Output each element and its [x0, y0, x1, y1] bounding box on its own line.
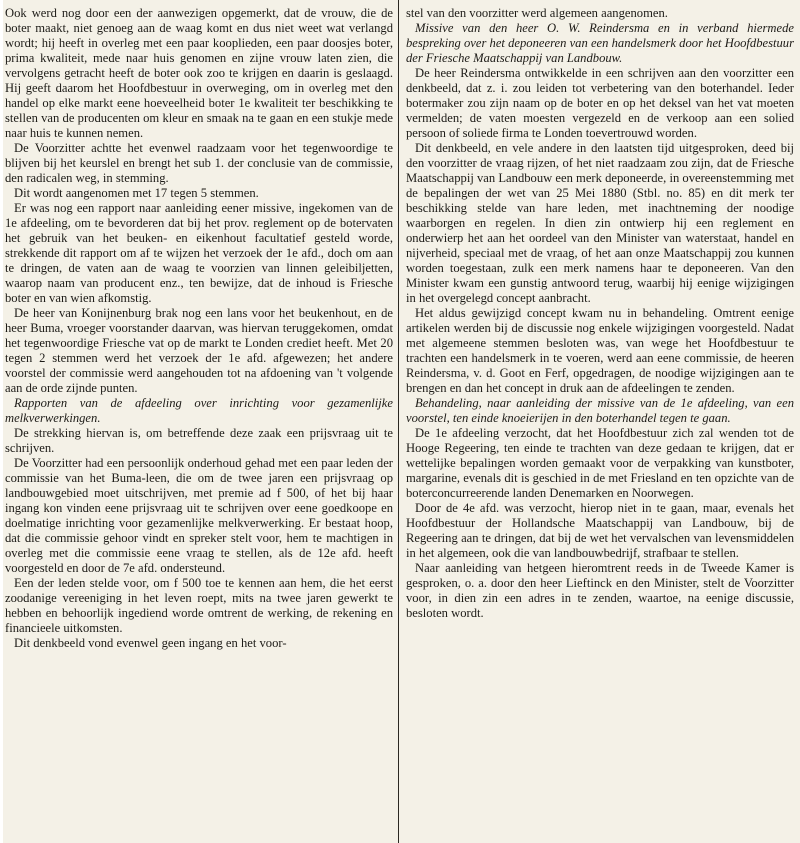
paragraph: Dit denkbeeld vond evenwel geen ingang en het voor- [14, 636, 287, 650]
right-column [406, 6, 794, 838]
paragraph: Naar aanleiding van hetgeen hieromtrent reeds in de Tweede Kamer is gesproken, o. a. door den heer Lieftinck en den Minister, stelt de Voorzitter voor, in dien zin een adres in te zenden, waartoe, na eenige discussie, besloten wordt. [406, 561, 794, 620]
paragraph: De 1e afdeeling verzocht, dat het Hoofdbestuur zich zal wenden tot de Hooge Regeering, ten einde te trachten van deze gedaan te krijgen, dat er wettelijke bepalingen worden gemaakt voor de verpakking van kunstboter, margarine, evenals dit is geschied in de met Friesland en ten opzichte van de boterconcurreerende landen Denemarken en Noorwegen. [406, 426, 794, 500]
left-column [5, 6, 393, 838]
column-divider [398, 0, 399, 843]
section-heading: Missive van den heer O. W. Reindersma en in verband hiermede bespreking over het deponeeren van een handelsmerk door het Hoofdbestuur der Friesche Maatschappij van Landbouw. [406, 21, 794, 65]
section-heading: Behandeling, naar aanleiding der missive van de 1e afdeeling, van een voorstel, ten einde knoeierijen in den boterhandel tegen te gaan. [406, 396, 794, 425]
paragraph: Door de 4e afd. was verzocht, hierop niet in te gaan, maar, evenals het Hoofdbestuur der Hollandsche Maatschappij van Landbouw, bij de Regeering aan te dringen, dat bij de wet het vervalschen van levensmiddelen in het algemeen, ook die van landbouwbedrijf, strafbaar te stellen. [406, 501, 794, 560]
paragraph: Een der leden stelde voor, om f 500 toe te kennen aan hem, die het eerst zoodanige vereeniging in het leven roept, mits na twee jaren gewerkt te hebben en behoorlijk ingediend worde omtrent de werking, de rekening en financieele uitkomsten. [5, 576, 393, 635]
paragraph: De Voorzitter had een persoonlijk onderhoud gehad met een paar leden der commissie van het Buma-leen, die om de twee jaren een prijsvraag op landbouwgebied moet uitschrijven, met premie ad f 500, of het bij haar ingang kon vinden eene prijsvraag uit te schrijven over eene goedkoope en doelmatige inrichting voor gezamenlijke melkverwerking. Er bestaat hoop, dat die commissie gehoor vindt en spreker stelt voor, hem te machtigen in overleg met die commissie eene vraag te stellen, als de 12e afd. heeft voorgesteld en door de 7e afd. ondersteund. [5, 456, 393, 575]
paragraph: stel van den voorzitter werd algemeen aangenomen. [406, 6, 668, 20]
paragraph: De strekking hiervan is, om betreffende deze zaak een prijsvraag uit te schrijven. [5, 426, 393, 455]
paragraph: Er was nog een rapport naar aanleiding eener missive, ingekomen van de 1e afdeeling, om te bevorderen dat bij het prov. reglement op de botervaten het gebruik van het beuken- en eikenhout facultatief gesteld worde, strekkende dit rapport om af te wijzen het verzoek der 1e afd., doch om aan te dringen, de vaten aan de waag te voorzien van linnen geleibiljetten, waarop naam van producent enz., ten bewijze, dat de inhoud is Friesche boter en van wien afkomstig. [5, 201, 393, 305]
paragraph: Ook werd nog door een der aanwezigen opgemerkt, dat de vrouw, die de boter maakt, niet genoeg aan de waag komt en dus niet weet wat verlangd wordt; hij heeft in overleg met een paar kooplieden, een paar doosjes boter, prima kwaliteit, mede naar huis genomen en zijne vrouw laten zien, die vervolgens getracht heeft de boter ook zoo te krijgen en daarin is geslaagd. Hij geeft daarom het Hoofdbestuur in overweging, om in overleg met den handel op elke markt eene hoeveelheid boter 1e kwaliteit ter beschikking te stellen van de producenten om kleur en smaak na te gaan en een stukje mede naar huis te kunnen nemen. [5, 6, 393, 140]
paragraph: Het aldus gewijzigd concept kwam nu in behandeling. Omtrent eenige artikelen werden bij de discussie nog enkele wijzigingen voorgesteld. Nadat met algemeene stemmen besloten was, van wege het Hoofdbestuur te trachten een handelsmerk in te voeren, werd aan eene commissie, de heeren Reindersma, v. d. Goot en Ferf, opgedragen, de noodige wijzigingen aan te brengen en dan het concept in druk aan de afdeelingen te zenden. [406, 306, 794, 395]
section-heading: Rapporten van de afdeeling over inrichting voor gezamenlijke melkverwerkingen. [5, 396, 393, 425]
page-edge [0, 0, 3, 843]
paragraph: De heer Reindersma ontwikkelde in een schrijven aan den voorzitter een denkbeeld, dat z. i. zou leiden tot verbetering van den boterhandel. Ieder botermaker zou zijn naam op de boter en op het deksel van het vat moeten vermelden; de vaten moesten vergezeld en de verkoop aan een solied persoon of soliede firma te Londen toevertrouwd worden. [406, 66, 794, 140]
paragraph: De Voorzitter achtte het evenwel raadzaam voor het tegenwoordige te blijven bij het keurslel en brengt het sub 1. der conclusie van de commissie, den radicalen weg, in stemming. [5, 141, 393, 185]
paragraph: Dit denkbeeld, en vele andere in den laatsten tijd uitgesproken, deed bij den voorzitter de vraag rijzen, of het niet raadzaam zou zijn, dat de Friesche Maatschappij van Landbouw een merk deponeerde, in overeenstemming met de bepalingen der wet van 25 Mei 1880 (Stbl. no. 85) en dit merk ter beschikking stelde van hare leden, met inachtneming der noodige waarborgen en regelen. In dien zin ontwierp hij een reglement en onderwierp het aan het oordeel van den Minister van waterstaat, handel en nijverheid, speciaal met de vraag, of het aan onze Maatschappij zou kunnen worden toegestaan, zulk een merk namens haar te deponeeren. Van den Minister kwam een gunstig antwoord terug, waarbij hij eenige wijzigingen in het overgelegd concept aanbracht. [406, 141, 794, 305]
paragraph: De heer van Konijnenburg brak nog een lans voor het beukenhout, en de heer Buma, vroeger voorstander daarvan, was hiervan teruggekomen, omdat het tegenwoordige Friesche vat op de markt te Londen crediet heeft. Met 20 tegen 2 stemmen werd het verzoek der 1e afd. afgewezen; het andere voorstel der commissie werd aangehouden tot na afdoening van 't volgende aan de orde zijnde punten. [5, 306, 393, 395]
paragraph: Dit wordt aangenomen met 17 tegen 5 stemmen. [14, 186, 259, 200]
